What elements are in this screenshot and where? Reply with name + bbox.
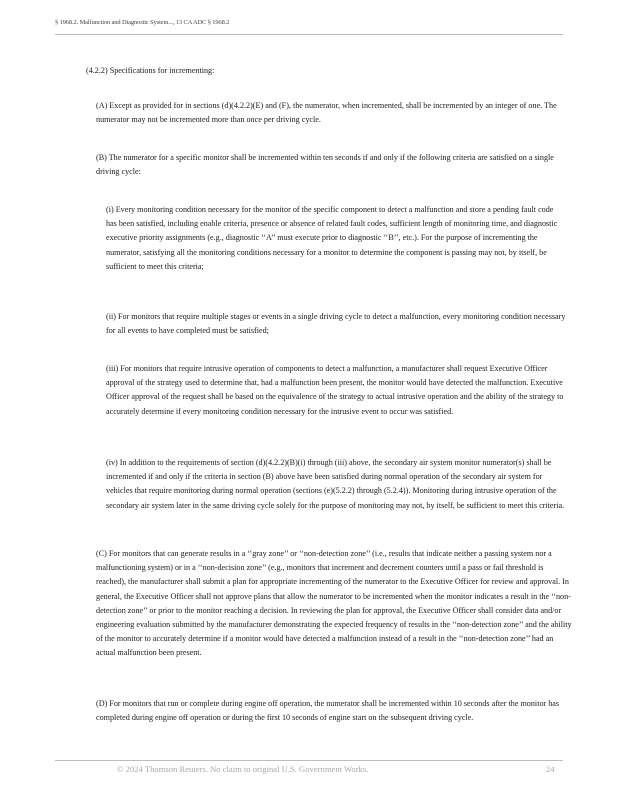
paragraph-d: (D) For monitors that run or complete during engine off operation, the numerator shall be incremented within 10 seconds after the monitor has completed during engine off operation or during the first 10 seconds of engine start on the subsequent driving cycle. [96,699,560,723]
footer-copyright: © 2024 Thomson Reuters. No claim to original U.S. Government Works. [117,764,369,774]
section-heading: (4.2.2) Specifications for incrementing: [86,66,215,75]
paragraph-c: (C) For monitors that can generate results in a ‘‘gray zone’’ or ‘‘non-detection zone’’ (i.e., results that indicate neither a passing system nor a malfunctioning system) or in a ‘‘non-decision zone’’ (e.g., monitors that increment and decrement counters until a pass or fail threshold is reached), the manufacturer shall submit a plan for appropriate incrementing of the numerator to the Executive Officer for review and approval. In general, the Executive Officer shall not approve plans that allow the numerator to be incremented when the monitor indicates a result in the ‘‘non-detection zone’’ or prior to the monitor reaching a decision. In reviewing the plan for approval, the Executive Officer shall consider data and/or engineering evaluation submitted by the manufacturer demonstrating the expected frequency of results in the ‘‘non-detection zone’’ and the ability of the monitor to accurately determine if a monitor would have detected a malfunction instead of a result in the ‘‘non-detection zone’’ had an actual malfunction been present. [96,549,572,658]
paragraph-b-ii: (ii) For monitors that require multiple stages or events in a single driving cycle to detect a malfunction, every monitoring condition necessary for all events to have completed must be satisfied; [106,312,566,336]
header-divider [55,34,563,35]
paragraph-b: (B) The numerator for a specific monitor shall be incremented within ten seconds if and only if the following criteria are satisfied on a single driving cycle: [96,153,554,177]
footer-divider [55,760,563,761]
paragraph-b-iv: (iv) In addition to the requirements of section (d)(4.2.2)(B)(i) through (iii) above, the secondary air system monitor numerator(s) shall be incremented if and only if the criteria in section (B) above have been satisfied during normal operation of the secondary air system for vehicles that require monitoring during normal operation (sections (e)(5.2.2) through (5.2.4)). Monitoring during intrusive operation of the secondary air system later in the same driving cycle solely for the purpose of monitoring may not, by itself, be sufficient to meet this criteria. [106,458,565,510]
page-number: 24 [546,764,555,774]
running-head: § 1968.2. Malfunction and Diagnostic System..., 13 CA ADC § 1968.2 [55,19,230,26]
paragraph-b-i: (i) Every monitoring condition necessary for the monitor of the specific component to detect a malfunction and store a pending fault code has been satisfied, including enable criteria, presence or absence of related fault codes, sufficient length of monitoring time, and diagnostic executive priority assignments (e.g., diagnostic ‘‘A’’ must execute prior to diagnostic ‘‘B’’, etc.). For the purpose of incrementing the numerator, satisfying all the monitoring conditions necessary for a monitor to determine the component is passing may not, by itself, be sufficient to meet this criteria; [106,205,558,271]
paragraph-b-iii: (iii) For monitors that require intrusive operation of components to detect a malfunction, a manufacturer shall request Executive Officer approval of the strategy used to determine that, had a malfunction been present, the monitor would have detected the malfunction. Executive Officer approval of the request shall be based on the equivalence of the strategy to actual intrusive operation and the ability of the strategy to accurately determine if every monitoring condition necessary for the intrusive event to occur was satisfied. [106,364,564,416]
paragraph-a: (A) Except as provided for in sections (d)(4.2.2)(E) and (F), the numerator, when incremented, shall be incremented by an integer of one. The numerator may not be incremented more than once per driving cycle. [96,101,557,125]
